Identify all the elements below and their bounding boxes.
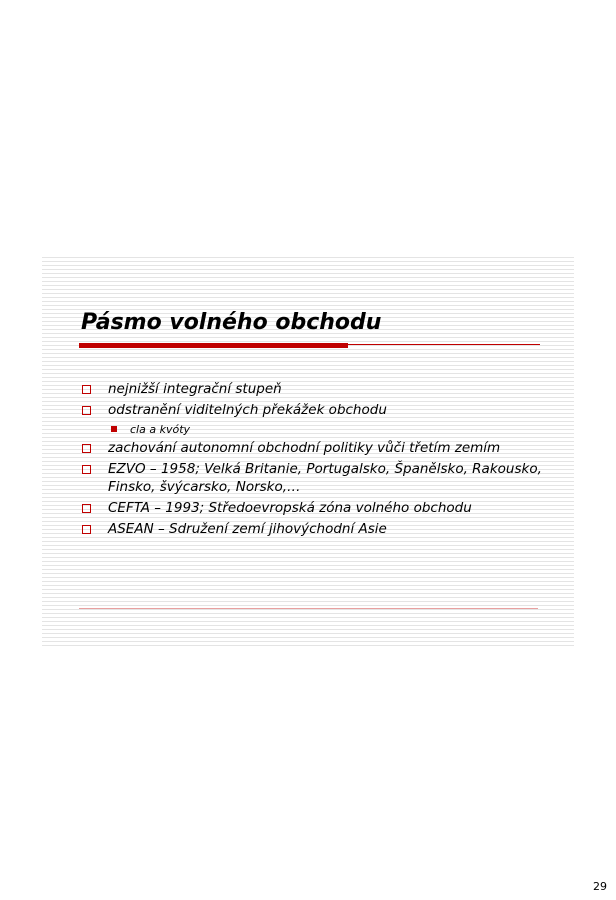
bullet-item [82,401,562,419]
hollow-square-bullet-icon [82,465,91,474]
hollow-square-bullet-icon [82,406,91,415]
bullet-text: ASEAN – Sdružení zemí jihovýchodní Asie [108,521,387,537]
hollow-square-bullet-icon [82,385,91,394]
bullet-item [82,460,562,496]
bullet-text: nejnižší integrační stupeň [108,381,282,397]
bullet-item [82,380,562,398]
title-underline-thick [79,343,348,348]
bullet-item [82,439,562,457]
hollow-square-bullet-icon [82,444,91,453]
bullet-text: CEFTA – 1993; Středoevropská zóna volného obchodu [108,500,472,516]
hollow-square-bullet-icon [82,504,91,513]
slide [42,254,574,646]
sub-bullet-text: cla a kvóty [130,423,191,436]
page-number: 29 [593,880,607,893]
bullet-item [82,499,562,517]
bullet-text: EZVO – 1958; Velká Britanie, Portugalsko, Španělsko, Rakousko, Finsko, švýcarsko, Norsko,… [108,461,542,495]
title-underline-thin [348,344,540,345]
footer-divider [79,608,538,609]
bullet-text: zachování autonomní obchodní politiky vůči třetím zemím [108,440,501,456]
sub-bullet-item [82,422,562,437]
bullet-text: odstranění viditelných překážek obchodu [108,402,387,418]
bullet-item [82,520,562,538]
hollow-square-bullet-icon [82,525,91,534]
bullet-list [82,380,562,541]
filled-square-bullet-icon [111,426,117,432]
slide-title: Pásmo volného obchodu [81,310,382,335]
